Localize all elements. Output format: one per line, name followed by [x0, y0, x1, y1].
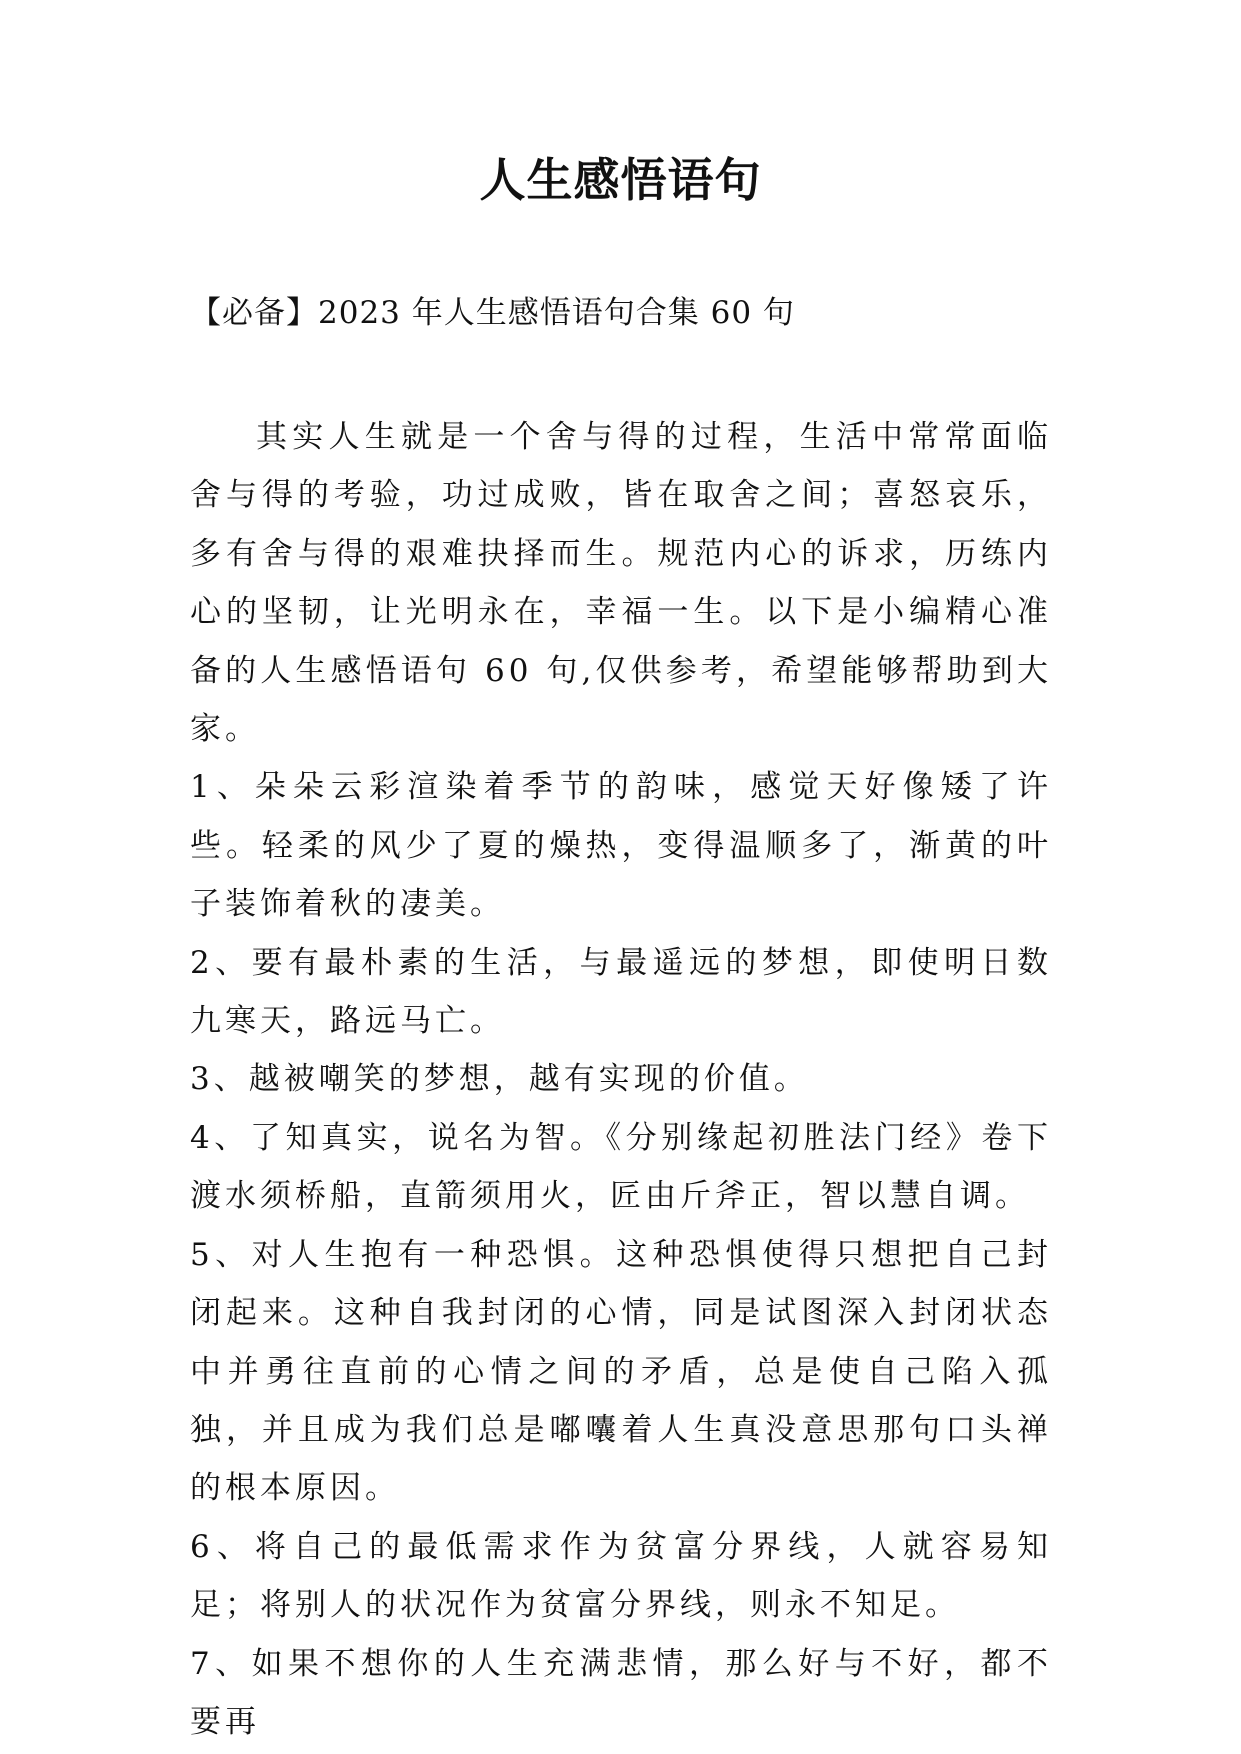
list-item: 1、朵朵云彩渲染着季节的韵味，感觉天好像矮了许些。轻柔的风少了夏的燥热，变得温顺多了，渐黄的叶子装饰着秋的凄美。	[190, 769, 1052, 923]
list-item: 4、了知真实，说名为智。《分别缘起初胜法门经》卷下渡水须桥船，直箭须用火，匠由斤斧正，智以慧自调。	[190, 1119, 1052, 1215]
list-item: 3、越被嘲笑的梦想，越有实现的价值。	[190, 1061, 809, 1098]
intro-paragraph: 其实人生就是一个舍与得的过程，生活中常常面临舍与得的考验，功过成败，皆在取舍之间；喜怒哀乐，多有舍与得的艰难抉择而生。规范内心的诉求，历练内心的坚韧，让光明永在，幸福一生。以下是小编精心准备的人生感悟语句 60 句,仅供参考，希望能够帮助到大家。	[190, 419, 1052, 748]
list-item: 2、要有最朴素的生活，与最遥远的梦想，即使明日数九寒天，路远马亡。	[190, 944, 1052, 1040]
list-item: 6、将自己的最低需求作为贫富分界线，人就容易知足；将别人的状况作为贫富分界线，则永不知足。	[190, 1528, 1052, 1624]
document-title: 人生感悟语句	[479, 153, 762, 207]
document-subtitle: 【必备】2023 年人生感悟语句合集 60 句	[190, 295, 795, 331]
document-body	[190, 408, 1052, 1751]
list-item: 5、对人生抱有一种恐惧。这种恐惧使得只想把自己封闭起来。这种自我封闭的心情，同是试图深入封闭状态中并勇往直前的心情之间的矛盾，总是使自己陷入孤独，并且成为我们总是嘟囔着人生真没意思那句口头禅的根本原因。	[190, 1236, 1052, 1507]
list-item: 7、如果不想你的人生充满悲情，那么好与不好，都不要再	[190, 1645, 1052, 1740]
